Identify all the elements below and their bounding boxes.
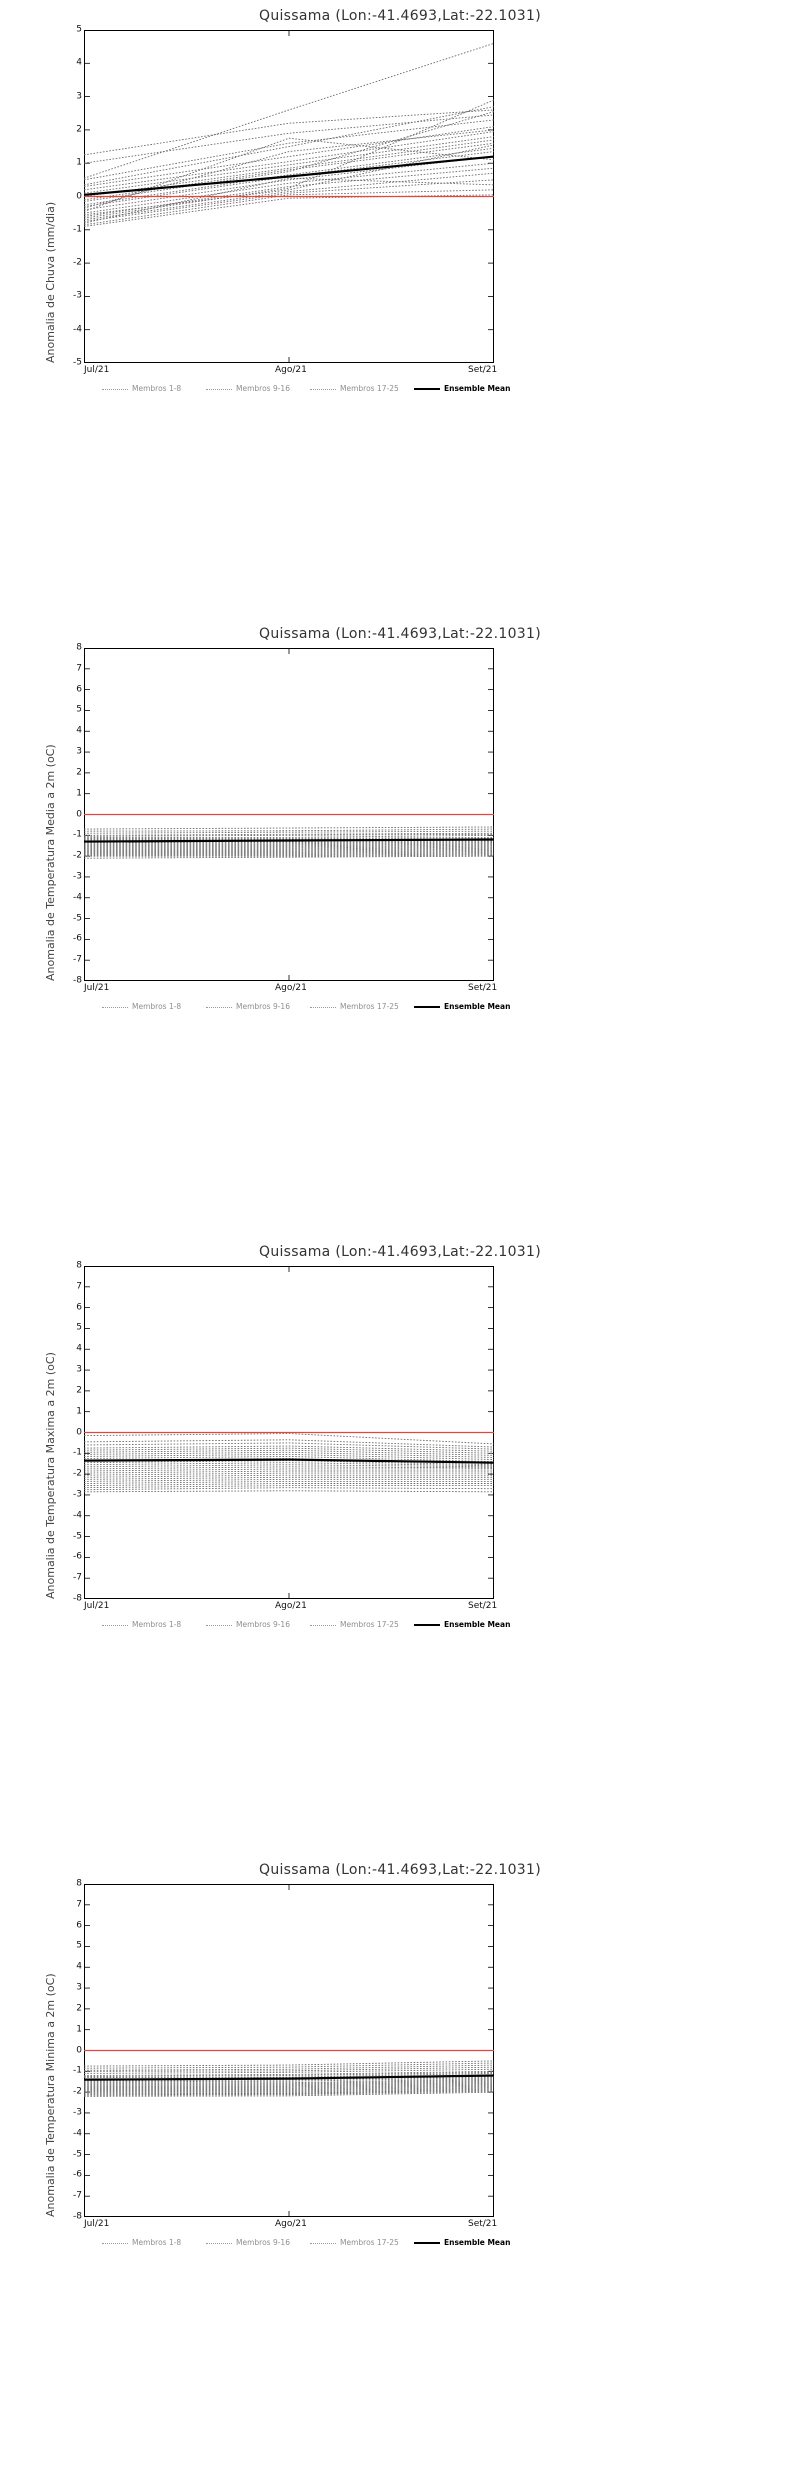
member-series-line xyxy=(84,195,494,227)
legend-item-label: Membros 1-8 xyxy=(132,1002,182,1011)
y-axis-label: Anomalia de Temperatura Media a 2m (oC) xyxy=(44,744,57,981)
y-tick-label: 3 xyxy=(76,91,82,102)
member-series-line xyxy=(84,110,494,155)
legend-item xyxy=(206,2238,290,2247)
legend-item-label: Membros 9-16 xyxy=(236,1002,290,1011)
y-tick-label: 6 xyxy=(76,684,82,695)
legend-swatch-icon xyxy=(102,389,128,390)
chart-panel xyxy=(0,1854,800,2472)
legend-swatch-icon xyxy=(414,2242,440,2244)
y-tick-label: -4 xyxy=(73,324,82,335)
y-axis-label: Anomalia de Chuva (mm/dia) xyxy=(44,201,57,363)
y-tick-label: 1 xyxy=(76,788,82,799)
y-tick-label: -5 xyxy=(73,357,82,368)
x-tick-label: Ago/21 xyxy=(275,2219,307,2229)
legend-swatch-icon xyxy=(310,1625,336,1626)
legend-item-label: Membros 17-25 xyxy=(340,1002,399,1011)
legend-swatch-icon xyxy=(102,2243,128,2244)
x-tick-label: Ago/21 xyxy=(275,365,307,375)
y-tick-label: -4 xyxy=(73,1510,82,1521)
series-canvas xyxy=(84,1266,494,1599)
y-tick-label: -1 xyxy=(73,224,82,235)
y-tick-label: -3 xyxy=(73,2107,82,2118)
y-tick-label: -3 xyxy=(73,1489,82,1500)
y-tick-label: -6 xyxy=(73,2169,82,2180)
y-tick-label: -5 xyxy=(73,913,82,924)
legend-item-label: Membros 17-25 xyxy=(340,1620,399,1629)
y-axis-ticks xyxy=(58,642,82,986)
x-tick-label: Ago/21 xyxy=(275,983,307,993)
legend-swatch-icon xyxy=(414,1006,440,1008)
legend-swatch-icon xyxy=(206,389,232,390)
member-series-line xyxy=(84,829,494,831)
y-tick-label: 1 xyxy=(76,157,82,168)
chart-legend xyxy=(84,2238,511,2252)
legend-item-label: Ensemble Mean xyxy=(444,384,511,393)
legend-item xyxy=(414,1002,510,1011)
legend-swatch-icon xyxy=(206,1625,232,1626)
y-tick-label: 4 xyxy=(76,57,82,68)
y-tick-label: -1 xyxy=(73,2065,82,2076)
y-tick-label: -6 xyxy=(73,1551,82,1562)
legend-swatch-icon xyxy=(310,1007,336,1008)
member-series-line xyxy=(84,140,494,197)
y-tick-label: -2 xyxy=(73,2086,82,2097)
y-tick-label: 2 xyxy=(76,124,82,135)
y-tick-label: 8 xyxy=(76,1878,82,1889)
y-axis-label: Anomalia de Temperatura Minima a 2m (oC) xyxy=(44,1973,57,2217)
x-tick-label: Jul/21 xyxy=(84,983,110,993)
legend-item xyxy=(102,1002,181,1011)
member-series-line xyxy=(84,120,494,180)
y-tick-label: 0 xyxy=(76,2045,82,2055)
x-tick-label: Jul/21 xyxy=(84,2219,110,2229)
y-tick-label: -4 xyxy=(73,2128,82,2139)
series-canvas xyxy=(84,1884,494,2217)
x-axis-ticks xyxy=(84,2217,498,2235)
y-tick-label: 6 xyxy=(76,1920,82,1931)
legend-swatch-icon xyxy=(206,1007,232,1008)
y-tick-label: 0 xyxy=(76,809,82,819)
y-tick-label: 2 xyxy=(76,767,82,778)
member-series-line xyxy=(84,115,494,163)
chart-legend xyxy=(84,384,511,398)
chart-panel xyxy=(0,618,800,1236)
x-tick-label: Jul/21 xyxy=(84,1601,110,1611)
member-series-line xyxy=(84,2061,494,2066)
chart-title: Quissama (Lon:-41.4693,Lat:-22.1031) xyxy=(259,8,541,24)
legend-item-label: Ensemble Mean xyxy=(444,1002,511,1011)
x-axis-ticks xyxy=(84,981,498,999)
y-axis-ticks xyxy=(58,24,82,368)
y-tick-label: -3 xyxy=(73,871,82,882)
legend-item xyxy=(310,2238,399,2247)
legend-item xyxy=(102,384,181,393)
y-tick-label: 5 xyxy=(76,1322,82,1333)
y-axis-ticks xyxy=(58,1260,82,1604)
legend-item-label: Membros 17-25 xyxy=(340,384,399,393)
y-tick-label: 8 xyxy=(76,1260,82,1271)
legend-swatch-icon xyxy=(414,388,440,390)
chart-panel xyxy=(0,1236,800,1854)
y-tick-label: 7 xyxy=(76,1281,82,1292)
legend-item-label: Membros 9-16 xyxy=(236,1620,290,1629)
legend-item-label: Membros 1-8 xyxy=(132,2238,182,2247)
legend-item xyxy=(414,1620,510,1629)
y-tick-label: -8 xyxy=(73,975,82,986)
member-series-line xyxy=(84,1488,494,1490)
legend-item-label: Membros 1-8 xyxy=(132,1620,182,1629)
series-canvas xyxy=(84,648,494,981)
y-tick-label: -5 xyxy=(73,1531,82,1542)
y-tick-label: -8 xyxy=(73,1593,82,1604)
legend-item-label: Ensemble Mean xyxy=(444,1620,511,1629)
chart-title: Quissama (Lon:-41.4693,Lat:-22.1031) xyxy=(259,1244,541,1260)
chart-title: Quissama (Lon:-41.4693,Lat:-22.1031) xyxy=(259,1862,541,1878)
legend-swatch-icon xyxy=(310,2243,336,2244)
y-tick-label: 3 xyxy=(76,746,82,757)
legend-swatch-icon xyxy=(102,1625,128,1626)
legend-item-label: Membros 17-25 xyxy=(340,2238,399,2247)
legend-item-label: Membros 9-16 xyxy=(236,384,290,393)
legend-item xyxy=(206,384,290,393)
y-tick-label: 8 xyxy=(76,642,82,653)
y-tick-label: -2 xyxy=(73,1468,82,1479)
x-tick-label: Jul/21 xyxy=(84,365,110,375)
y-tick-label: 2 xyxy=(76,2003,82,2014)
x-tick-label: Set/21 xyxy=(468,1601,498,1611)
legend-item xyxy=(206,1620,290,1629)
y-tick-label: 4 xyxy=(76,725,82,736)
y-axis-label: Anomalia de Temperatura Maxima a 2m (oC) xyxy=(44,1352,57,1599)
legend-swatch-icon xyxy=(206,2243,232,2244)
legend-swatch-icon xyxy=(102,1007,128,1008)
legend-item-label: Membros 1-8 xyxy=(132,384,182,393)
x-tick-label: Set/21 xyxy=(468,365,498,375)
y-tick-label: -7 xyxy=(73,954,82,965)
legend-item xyxy=(310,1002,399,1011)
y-tick-label: 2 xyxy=(76,1385,82,1396)
chart-panel xyxy=(0,0,800,618)
y-tick-label: 4 xyxy=(76,1961,82,1972)
chart-title: Quissama (Lon:-41.4693,Lat:-22.1031) xyxy=(259,626,541,642)
legend-item xyxy=(206,1002,290,1011)
series-canvas xyxy=(84,30,494,363)
y-tick-label: 5 xyxy=(76,24,82,35)
y-tick-label: 3 xyxy=(76,1364,82,1375)
legend-swatch-icon xyxy=(310,389,336,390)
ensemble-mean-line xyxy=(84,157,494,195)
legend-item xyxy=(310,384,399,393)
legend-item xyxy=(102,2238,181,2247)
y-tick-label: -5 xyxy=(73,2149,82,2160)
legend-item-label: Ensemble Mean xyxy=(444,2238,511,2247)
y-tick-label: 0 xyxy=(76,1427,82,1437)
y-tick-label: 0 xyxy=(76,191,82,201)
y-axis-ticks xyxy=(58,1878,82,2222)
chart-legend xyxy=(84,1620,511,1634)
x-axis-ticks xyxy=(84,1599,498,1617)
y-tick-label: 5 xyxy=(76,704,82,715)
y-tick-label: -2 xyxy=(73,257,82,268)
y-tick-label: -1 xyxy=(73,829,82,840)
member-series-line xyxy=(84,827,494,829)
y-tick-label: -4 xyxy=(73,892,82,903)
legend-swatch-icon xyxy=(414,1624,440,1626)
member-series-line xyxy=(84,1434,494,1444)
legend-item xyxy=(414,384,510,393)
y-tick-label: -8 xyxy=(73,2211,82,2222)
y-tick-label: 6 xyxy=(76,1302,82,1313)
chart-legend xyxy=(84,1002,511,1016)
y-tick-label: 7 xyxy=(76,1899,82,1910)
legend-item xyxy=(414,2238,510,2247)
x-axis-ticks xyxy=(84,363,498,381)
legend-item xyxy=(310,1620,399,1629)
member-series-line xyxy=(84,152,494,207)
y-tick-label: -6 xyxy=(73,933,82,944)
legend-item-label: Membros 9-16 xyxy=(236,2238,290,2247)
member-series-line xyxy=(84,132,494,190)
y-tick-label: -7 xyxy=(73,1572,82,1583)
y-tick-label: 4 xyxy=(76,1343,82,1354)
y-tick-label: -7 xyxy=(73,2190,82,2201)
y-tick-label: -2 xyxy=(73,850,82,861)
x-tick-label: Set/21 xyxy=(468,983,498,993)
y-tick-label: -3 xyxy=(73,290,82,301)
y-tick-label: -1 xyxy=(73,1447,82,1458)
x-tick-label: Ago/21 xyxy=(275,1601,307,1611)
member-series-line xyxy=(84,1491,494,1492)
y-tick-label: 1 xyxy=(76,1406,82,1417)
x-tick-label: Set/21 xyxy=(468,2219,498,2229)
y-tick-label: 3 xyxy=(76,1982,82,1993)
legend-item xyxy=(102,1620,181,1629)
member-series-line xyxy=(84,1463,494,1466)
y-tick-label: 7 xyxy=(76,663,82,674)
y-tick-label: 5 xyxy=(76,1940,82,1951)
y-tick-label: 1 xyxy=(76,2024,82,2035)
